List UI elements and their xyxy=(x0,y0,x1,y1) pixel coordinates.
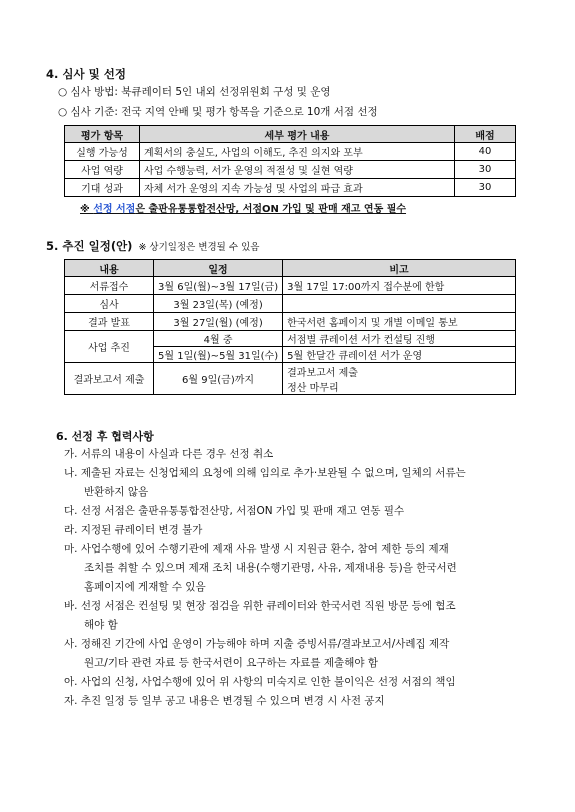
col-header-category: 평가 항목 xyxy=(65,126,140,143)
table-cell xyxy=(283,295,516,313)
table-cell: 5월 1일(월)~5월 31일(수) xyxy=(154,347,283,363)
list-item: 자. 추진 일정 등 일부 공고 내용은 변경될 수 있으며 변경 시 사전 공지 xyxy=(64,695,385,707)
table-cell: 5월 한달간 큐레이션 서가 운영 xyxy=(283,347,516,363)
table-cell: 사업 수행능력, 서가 운영의 적절성 및 실현 역량 xyxy=(140,161,455,179)
table-cell: 30 xyxy=(455,179,516,197)
table-row xyxy=(65,179,516,197)
table-cell xyxy=(283,363,516,395)
list-item: 마. 사업수행에 있어 수행기관에 제재 사유 발생 시 지원금 환수, 참여 제한 등의 제재 xyxy=(64,543,449,555)
table-cell: 사업 추진 xyxy=(65,331,154,363)
table-cell: 서점별 큐레이션 서가 컨설팅 진행 xyxy=(283,331,516,347)
note-text: 은 출판유통통합전산망, 서점ON 가입 및 판매 재고 연동 필수 xyxy=(135,204,407,215)
table-cell: 3월 27일(월) (예정) xyxy=(154,313,283,331)
list-item: 바. 선정 서점은 컨설팅 및 현장 점검을 위한 큐레이터와 한국서련 직원 방문 등에 협조 xyxy=(64,600,456,612)
table-row xyxy=(65,143,516,161)
col-header-content: 내용 xyxy=(65,260,154,277)
table-cell: 자체 서가 운영의 지속 가능성 및 사업의 파급 효과 xyxy=(140,179,455,197)
table-row xyxy=(65,363,516,395)
review-criteria-bullet: ○ 심사 기준: 전국 지역 안배 및 평가 항목을 기준으로 10개 서점 선정 xyxy=(58,106,378,118)
table-cell: 한국서련 홈페이지 및 개별 이메일 통보 xyxy=(283,313,516,331)
table-cell: 결과 발표 xyxy=(65,313,154,331)
list-item-continued: 해야 함 xyxy=(84,619,118,631)
list-item-continued: 원고/기타 관련 자료 등 한국서련이 요구하는 자료를 제출해야 함 xyxy=(84,657,378,669)
table-cell: 실행 가능성 xyxy=(65,143,140,161)
table-row xyxy=(65,161,516,179)
note-prefix: ※ xyxy=(80,204,94,215)
col-header-score: 배점 xyxy=(455,126,516,143)
list-item: 아. 사업의 신청, 사업수행에 있어 위 사항의 미숙지로 인한 불이익은 선정 서점의 책임 xyxy=(64,676,456,688)
table-cell: 결과보고서 제출 xyxy=(65,363,154,395)
col-header-schedule: 일정 xyxy=(154,260,283,277)
table-cell: 사업 역량 xyxy=(65,161,140,179)
table-cell: 6월 9일(금)까지 xyxy=(154,363,283,395)
schedule-table xyxy=(64,259,516,395)
section-5-title-row xyxy=(46,238,259,254)
col-header-remarks: 비고 xyxy=(283,260,516,277)
remark-line: 정산 마무리 xyxy=(287,382,339,394)
table-cell: 계획서의 충실도, 사업의 이해도, 추진 의지와 포부 xyxy=(140,143,455,161)
list-item: 가. 서류의 내용이 사실과 다른 경우 선정 취소 xyxy=(64,448,274,460)
section-5-title: 5. 추진 일정(안) xyxy=(46,239,133,253)
section-6-title: 6. 선정 후 협력사항 xyxy=(56,430,154,443)
list-item-continued: 홈페이지에 게재할 수 있음 xyxy=(84,581,206,593)
table-cell: 30 xyxy=(455,161,516,179)
list-item-continued: 반환하지 않음 xyxy=(84,486,149,498)
table-row xyxy=(65,277,516,295)
list-item: 라. 지정된 큐레이터 변경 불가 xyxy=(64,524,203,536)
required-integration-note xyxy=(80,200,406,215)
table-cell: 심사 xyxy=(65,295,154,313)
table-cell: 3월 6일(월)~3월 17일(금) xyxy=(154,277,283,295)
list-item: 사. 정해진 기간에 사업 운영이 가능해야 하며 지출 증빙서류/결과보고서/사례집 제작 xyxy=(64,638,450,650)
table-cell: 40 xyxy=(455,143,516,161)
evaluation-table xyxy=(64,125,516,197)
table-cell: 3월 17일 17:00까지 접수분에 한함 xyxy=(283,277,516,295)
table-cell: 서류접수 xyxy=(65,277,154,295)
table-cell: 4월 중 xyxy=(154,331,283,347)
schedule-change-note: ※ 상기일정은 변경될 수 있음 xyxy=(138,242,260,253)
list-item-continued: 조치를 취할 수 있으며 제재 조치 내용(수행기관명, 사유, 제재내용 등)을 한국서련 xyxy=(84,562,457,574)
remark-line: 결과보고서 제출 xyxy=(287,367,358,379)
section-4-title: 4. 심사 및 선정 xyxy=(46,67,126,81)
table-row xyxy=(65,313,516,331)
table-cell: 기대 성과 xyxy=(65,179,140,197)
list-item: 다. 선정 서점은 출판유통통합전산망, 서점ON 가입 및 판매 재고 연동 필수 xyxy=(64,505,405,517)
table-cell: 3월 23일(목) (예정) xyxy=(154,295,283,313)
list-item: 나. 제출된 자료는 신청업체의 요청에 의해 임의로 추가·보완될 수 없으며, 일체의 서류는 xyxy=(64,467,466,479)
col-header-details: 세부 평가 내용 xyxy=(140,126,455,143)
note-highlight: 선정 서점 xyxy=(93,204,136,215)
table-row xyxy=(65,331,516,347)
table-row xyxy=(65,295,516,313)
review-method-bullet: ○ 심사 방법: 북큐레이터 5인 내외 선정위원회 구성 및 운영 xyxy=(58,86,331,98)
